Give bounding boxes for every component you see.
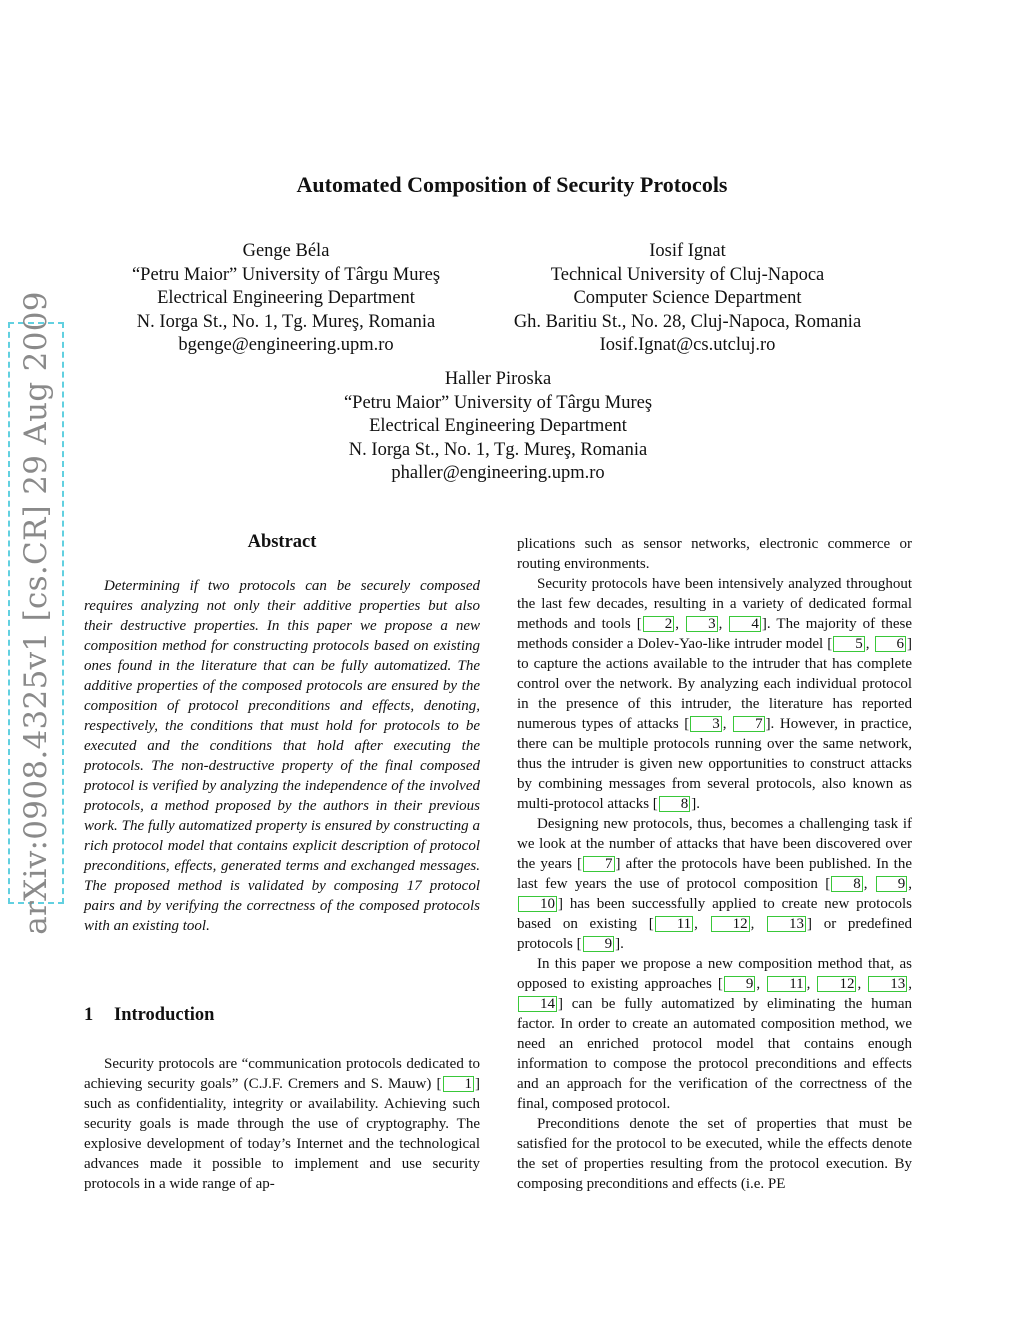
section-title: Introduction bbox=[114, 1005, 215, 1025]
citation-link[interactable]: 8 bbox=[831, 876, 863, 892]
author-email: bgenge@engineering.upm.ro bbox=[178, 335, 394, 355]
intro-left-column bbox=[84, 1054, 480, 1194]
citation-link[interactable]: 13 bbox=[868, 976, 907, 992]
author-block-2 bbox=[490, 240, 885, 358]
text-run: Security protocols have been intensively analyzed throughout the last few decades, resulting in a variety of dedicated formal methods and tools [ bbox=[517, 576, 912, 632]
abstract-body: Determining if two protocols can be securely composed requires analyzing not only their additive properties but also their destructive properties. In this paper we propose a new composition method for constructing protocols based on existing ones found in the literature that can be fully automatized. The additive properties of the composed protocols are ensured by the composition of protocol preconditions and effects, denoting, respectively, the conditions that must hold for protocols to be executed and the conditions that hold after executing the protocols. The non-destructive property of the final composed protocol is verified by analyzing the independence of the involved protocols, a method proposed by the authors in their previous work. The fully automatized property is ensured by constructing a rich protocol model that contains explicit description of protocol preconditions, effects, generated terms and exchanged messages. The proposed method is validated by composing 17 protocol pairs and by verifying the correctness of the composed protocols with an existing tool. bbox=[84, 578, 480, 934]
author-block-1 bbox=[110, 240, 462, 358]
citation-link[interactable]: 9 bbox=[583, 936, 615, 952]
paragraph: plications such as sensor networks, electronic commerce or routing environments. bbox=[517, 536, 912, 572]
text-run: In this paper we propose a new composition method that, as opposed to existing approaches [ bbox=[517, 956, 912, 992]
text-run: ]. However, in practice, there can be multiple protocols running over the same network, thus the intruder is given new opportunities to construct attacks by combining messages from several protocols, also known as multi-protocol attacks [ bbox=[517, 716, 913, 812]
author-email: phaller@engineering.upm.ro bbox=[391, 463, 605, 483]
author-university: Technical University of Cluj-Napoca bbox=[550, 264, 825, 285]
section-number: 1 bbox=[84, 1005, 94, 1025]
paragraph: Security protocols are “communication protocols dedicated to achieving security goals” (C.J.F. Cremers and S. Mauw) [ 1 ] such as confidentiality, integrity or availability. Achieving such security goals is made through the use of cryptography. The explosive development of today’s Internet and the technological advances made it possible to implement and use security protocols in a wide range of ap- bbox=[84, 1056, 480, 1192]
citation-link[interactable]: 7 bbox=[583, 856, 615, 872]
abstract-heading: Abstract bbox=[247, 532, 317, 552]
citation-link[interactable]: 8 bbox=[659, 796, 691, 812]
text-run: Security protocols are “communication protocols dedicated to achieving security goals” (C.J.F. Cremers and S. Mauw) bbox=[84, 1056, 480, 1092]
text-run: ] to capture the actions available to the intruder that has complete control over the network. By analyzing each individual protocol in the presence of this intruder, the literature has reported numerous types of attacks [ bbox=[517, 636, 913, 732]
citation-link[interactable]: 12 bbox=[711, 916, 750, 932]
text-run: ]. bbox=[691, 796, 701, 812]
arxiv-stamp-text: arXiv:0908.4325v1 [cs.CR] 29 Aug 2009 bbox=[18, 291, 54, 935]
citation-link[interactable]: 3 bbox=[690, 716, 722, 732]
author-email: Iosif.Ignat@cs.utcluj.ro bbox=[599, 335, 776, 355]
author-address: N. Iorga St., No. 1, Tg. Mureş, Romania bbox=[348, 439, 648, 460]
citation-link[interactable]: 4 bbox=[729, 616, 761, 632]
section-heading-introduction bbox=[84, 1005, 214, 1026]
author-university: “Petru Maior” University of Târgu Mureş bbox=[343, 392, 653, 413]
author-block-3 bbox=[312, 368, 684, 486]
citation-link[interactable]: 14 bbox=[518, 996, 557, 1012]
text-run: ] has been successfully applied to create new protocols based on existing [ bbox=[517, 896, 912, 932]
paper-title: Automated Composition of Security Protocols bbox=[296, 172, 728, 197]
author-address: Gh. Baritiu St., No. 28, Cluj-Napoca, Romania bbox=[513, 311, 862, 332]
paragraph: In this paper we propose a new composition method that, as opposed to existing approaches [ 9 , 11 , 12 , 13 , 14 ] can be fully automatized by eliminating the human factor. In order to create an automated composition method, we need an enriched protocol model that contains enough information to compose the protocol preconditions and effects and an approach for the verification of the correctness of the final, composed protocol. bbox=[517, 956, 913, 1112]
author-department: Computer Science Department bbox=[573, 288, 802, 308]
citation-link[interactable]: 9 bbox=[876, 876, 908, 892]
paragraph: Designing new protocols, thus, becomes a challenging task if we look at the number of attacks that have been discovered over the years [ 7 ] after the protocols have been published. In the last few years the use of protocol composition [ 8 , 9 , 10 ] has been successfully applied to create new protocols based on existing [ 11 , 12 , 13 ] or predefined protocols [ 9 ]. bbox=[517, 816, 913, 952]
citation-link[interactable]: 2 bbox=[643, 616, 675, 632]
text-run: ] or predefined protocols [ bbox=[517, 916, 913, 952]
author-address: N. Iorga St., No. 1, Tg. Mureş, Romania bbox=[136, 311, 436, 332]
text-run: ] can be fully automatized by eliminating the human factor. In order to create an automated composition method, we need an enriched protocol model that contains enough information to compose the protocol preconditions and effects and an approach for the verification of the correctness of the final, composed protocol. bbox=[517, 996, 912, 1112]
text-run: ]. The majority of these methods consider a Dolev-Yao-like intruder model [ bbox=[517, 616, 913, 652]
text-run: ] after the protocols have been published. In the last few years the use of protocol composition [ bbox=[517, 856, 912, 892]
author-name: Haller Piroska bbox=[444, 369, 552, 389]
text-run: such as confidentiality, integrity or availability. Achieving such security goals is made through the use of cryptography. The explosive development of today’s Internet and the technological advances made it possible to implement and use security protocols in a wide range of ap- bbox=[84, 1096, 480, 1192]
author-name: Genge Béla bbox=[242, 241, 330, 261]
paragraph: Security protocols have been intensively analyzed throughout the last few decades, resulting in a variety of dedicated formal methods and tools [ 2 , 3 , 4 ]. The majority of these methods consider a Dolev-Yao-like intruder model [ 5 , 6 ] to capture the actions available to the intruder that has complete control over the network. By analyzing each individual protocol in the presence of this intruder, the literature has reported numerous types of attacks [ 3 , 7 ]. However, in practice, there can be multiple protocols running over the same network, thus the intruder is given new opportunities to construct attacks by combining messages from several protocols, also known as multi-protocol attacks [ 8 ]. bbox=[517, 576, 913, 812]
citation-link[interactable]: 12 bbox=[817, 976, 856, 992]
author-name: Iosif Ignat bbox=[649, 241, 726, 261]
citation-link[interactable]: 11 bbox=[767, 976, 805, 992]
citation-link[interactable]: 11 bbox=[655, 916, 693, 932]
citation-link[interactable]: 9 bbox=[724, 976, 756, 992]
intro-right-column bbox=[517, 534, 912, 1194]
text-run: Designing new protocols, thus, becomes a challenging task if we look at the number of attacks that have been discovered over the years [ bbox=[517, 816, 912, 872]
citation-link[interactable]: 1 bbox=[443, 1076, 475, 1092]
text-run: ]. bbox=[615, 936, 624, 952]
citation-link[interactable]: 6 bbox=[875, 636, 907, 652]
author-university: “Petru Maior” University of Târgu Mureş bbox=[131, 264, 441, 285]
citation-link[interactable]: 13 bbox=[767, 916, 806, 932]
citation-link[interactable]: 3 bbox=[686, 616, 718, 632]
citation-link[interactable]: 7 bbox=[733, 716, 765, 732]
citation-link[interactable]: 10 bbox=[518, 896, 557, 912]
paragraph: Preconditions denote the set of properties that must be satisfied for the protocol to be executed, while the effects denote the set of properties resulting from the protocol execution. By composing preconditions and effects (i.e. PE bbox=[517, 1116, 912, 1192]
arxiv-stamp[interactable] bbox=[8, 291, 64, 935]
author-department: Electrical Engineering Department bbox=[157, 288, 415, 308]
author-department: Electrical Engineering Department bbox=[369, 416, 627, 436]
citation-link[interactable]: 5 bbox=[833, 636, 865, 652]
